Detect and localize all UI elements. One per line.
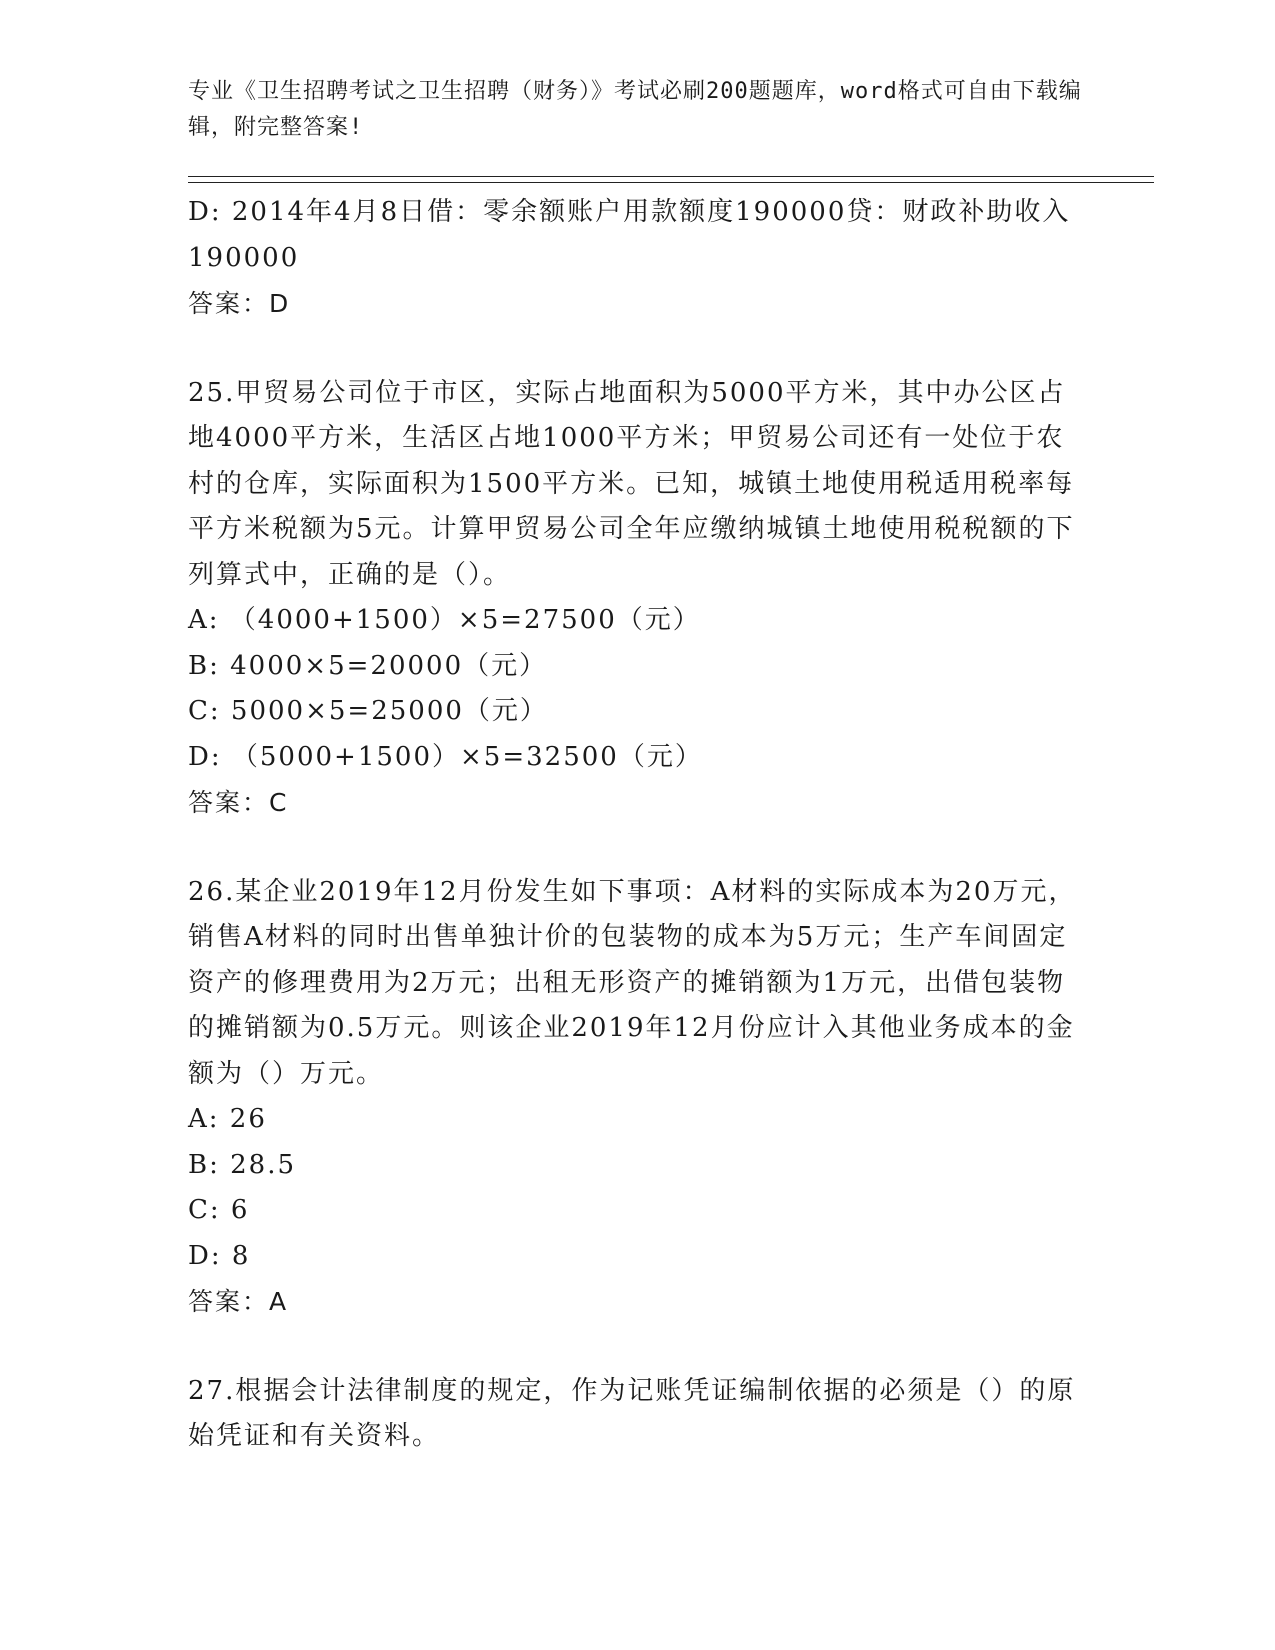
question-25-stem: 25.甲贸易公司位于市区，实际占地面积为5000平方米，其中办公区占地4000平方米，生活区占地1000平方米；甲贸易公司还有一处位于农村的仓库，实际面积为1500平方米。已知，城镇土地使用税适用税率每平方米税额为5元。计算甲贸易公司全年应缴纳城镇土地使用税税额的下列算式中，正确的是（）。 — [188, 377, 1075, 590]
spacer — [188, 826, 1088, 870]
question-26-option-b: B: 28.5 — [188, 1149, 297, 1180]
document-header: 专业《卫生招聘考试之卫生招聘（财务）》考试必刷200题题库，word格式可自由下载编辑，附完整答案! — [188, 79, 1082, 140]
document-body — [188, 190, 1088, 1460]
answer-carryover: 答案：D — [188, 289, 291, 318]
header-rule-top — [188, 176, 1154, 177]
question-25-option-c: C: 5000×5=25000（元） — [188, 696, 548, 726]
question-27-stem: 27.根据会计法律制度的规定，作为记账凭证编制依据的必须是（）的原始凭证和有关资料。 — [188, 1375, 1076, 1451]
option-d-carryover: D: 2014年4月8日借：零余额账户用款额度190000贷：财政补助收入190000 — [188, 197, 1071, 273]
question-25-answer: 答案：C — [188, 788, 289, 817]
header-rule-bottom — [188, 182, 1154, 183]
question-26-stem: 26.某企业2019年12月份发生如下事项：A材料的实际成本为20万元，销售A材料的同时出售单独计价的包装物的成本为5万元；生产车间固定资产的修理费用为2万元；出租无形资产的摊销额为1万元，出借包装物的摊销额为0.5万元。则该企业2019年12月份应计入其他业务成本的金额为（）万元。 — [188, 876, 1077, 1089]
question-26-option-a: A: 26 — [188, 1104, 267, 1134]
spacer — [188, 327, 1088, 371]
question-26-answer: 答案：A — [188, 1287, 289, 1316]
spacer — [188, 1325, 1088, 1369]
question-26-option-c: C: 6 — [188, 1195, 250, 1225]
question-26-option-d: D: 8 — [188, 1240, 251, 1271]
question-25-option-a: A: （4000+1500）×5=27500（元） — [188, 605, 701, 635]
question-25-option-d: D: （5000+1500）×5=32500（元） — [188, 741, 703, 772]
question-25-option-b: B: 4000×5=20000（元） — [188, 650, 548, 681]
